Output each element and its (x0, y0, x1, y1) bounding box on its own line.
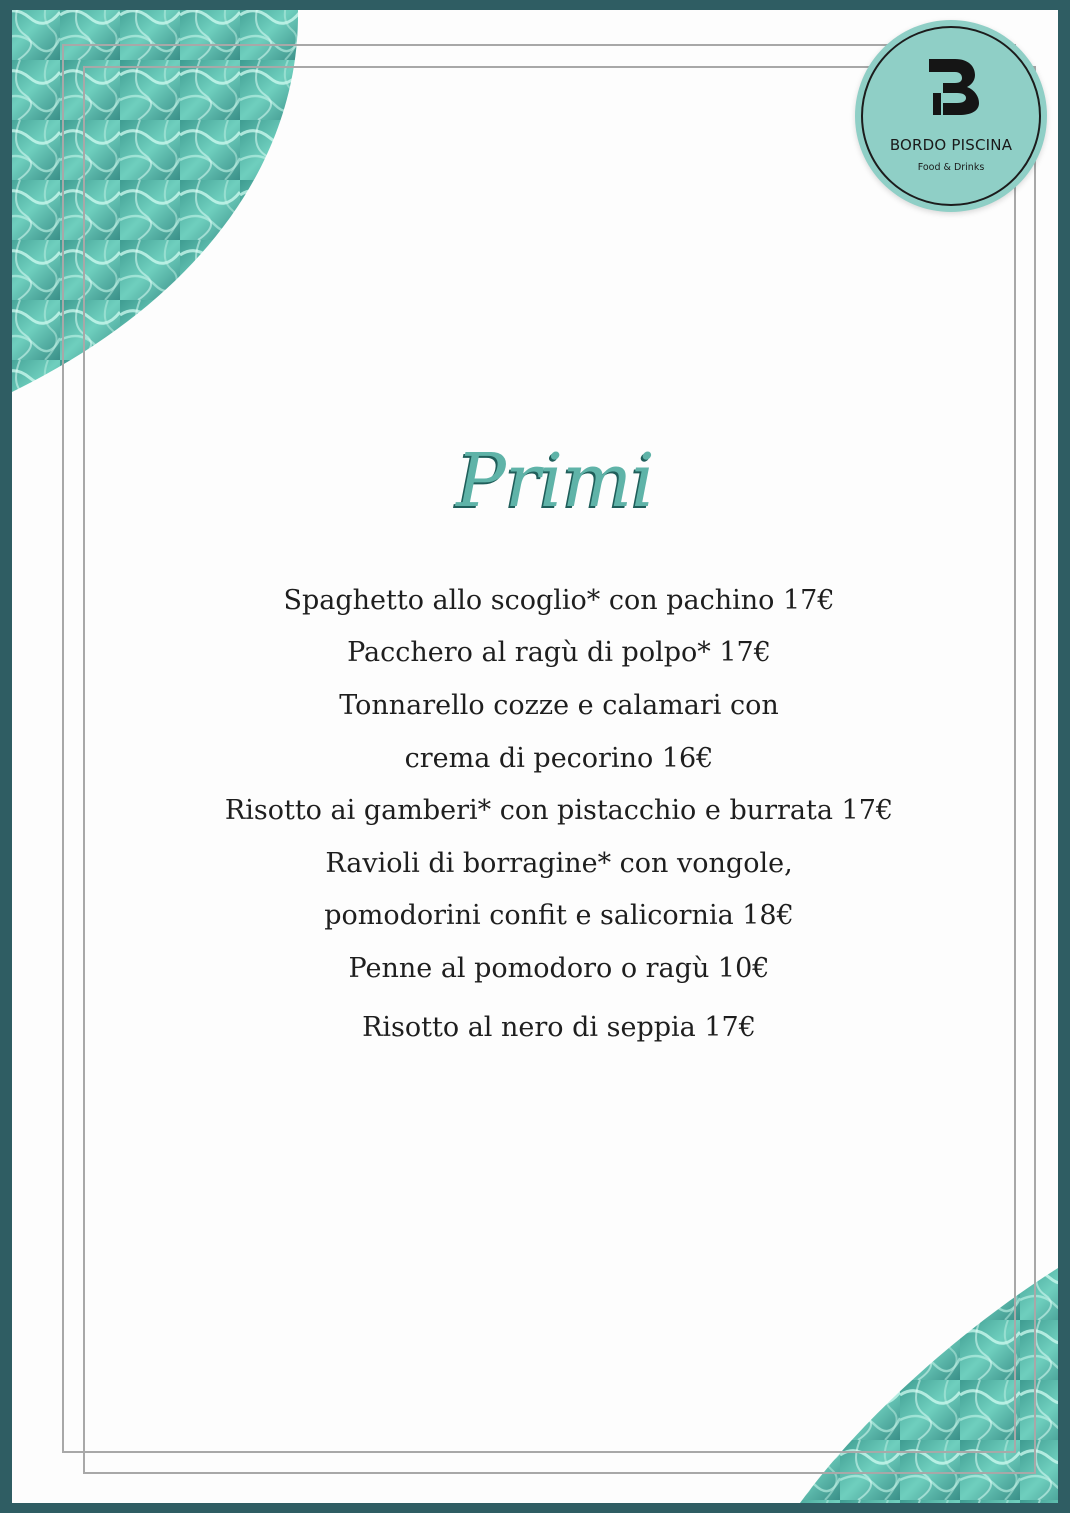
menu-item: Risotto ai gamberi* con pistacchio e burrata 17€ (224, 795, 894, 826)
menu-item-continuation: crema di pecorino 16€ (404, 743, 714, 774)
menu-item: Risotto al nero di seppia 17€ (362, 1012, 756, 1043)
logo-ring (861, 26, 1041, 206)
menu-item: Spaghetto allo scoglio* con pachino 17€ (283, 585, 835, 616)
brand-logo (855, 20, 1047, 212)
brand-tagline: Food & Drinks (917, 162, 985, 173)
menu-item: Tonnarello cozze e calamari con (339, 690, 779, 721)
menu-item: Penne al pomodoro o ragù 10€ (348, 953, 770, 984)
menu-item: Ravioli di borragine* con vongole, (325, 848, 793, 879)
logo-b-mark-icon (925, 57, 981, 115)
menu-item: Pacchero al ragù di polpo* 17€ (347, 637, 771, 668)
section-title: Primi (456, 438, 654, 524)
brand-name: BORDO PISCINA (889, 136, 1013, 154)
menu-item-continuation: pomodorini confit e salicornia 18€ (324, 900, 794, 931)
